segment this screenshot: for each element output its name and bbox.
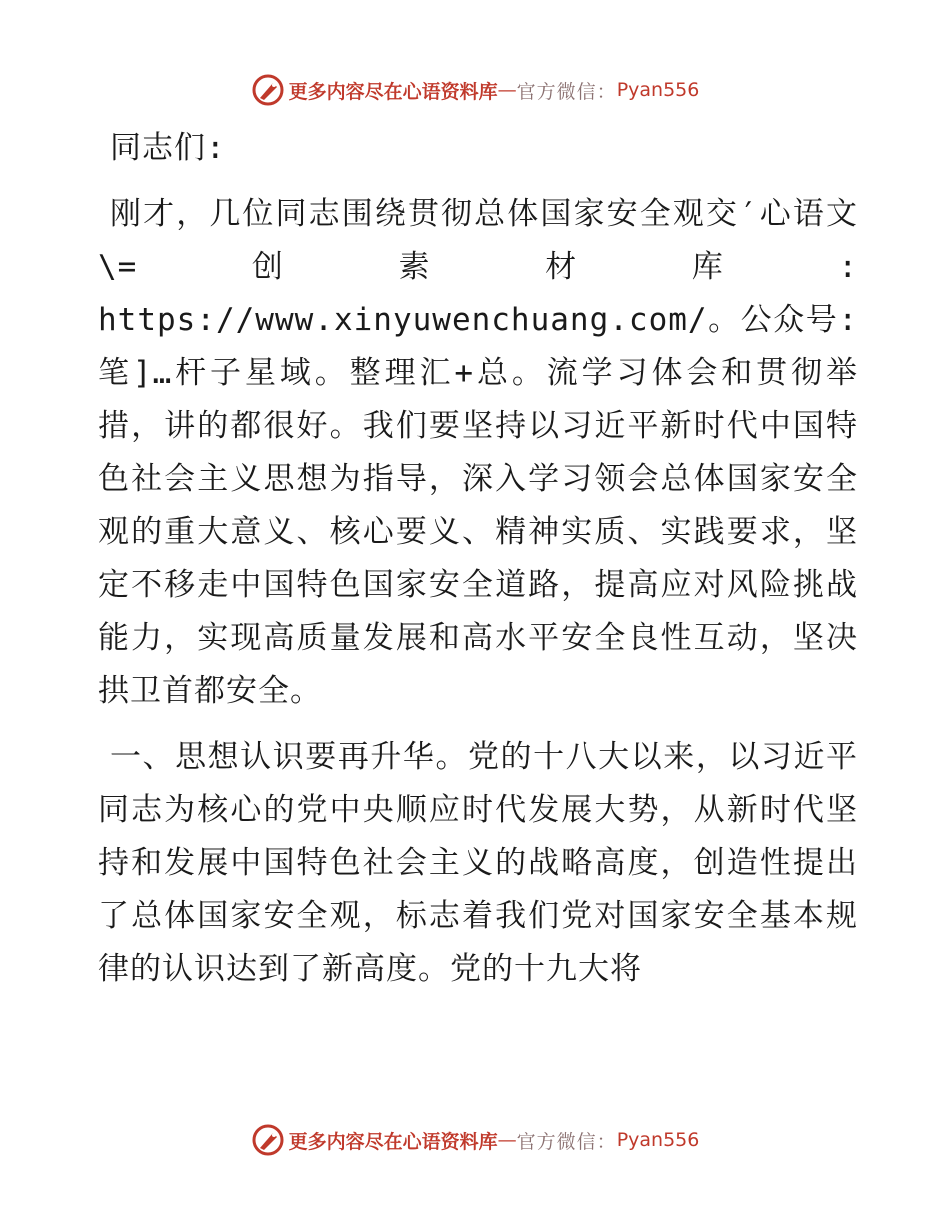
paragraph-intro: 刚才，几位同志围绕贯彻总体国家安全观交′心语文\=创素材库: https://www.xinyuwenchuang.com/。公众号: 笔]…杆子星域。整理汇+总。流学习体会和贯彻举措，讲的都很好。我们要坚持以习近平新时代中国特色社会主义思想为指导，深入学习领会总体国家安全观的重大意义、核心要义、精神实质、实践要求，坚定不移走中国特色国家安全道路，提高应对风险挑战能力，实现高质量发展和高水平安全良性互动，坚决拱卫首都安全。 (98, 196, 858, 709)
banner-wechat-id: Pyan556 (616, 79, 700, 101)
banner-brand-text: 更多内容尽在心语资料库 (288, 1130, 498, 1153)
header-watermark-banner (0, 70, 950, 110)
banner-dash: — (497, 1129, 517, 1151)
pen-nib-logo-icon (251, 1123, 285, 1157)
banner-official-label: 官方微信： (516, 1130, 617, 1153)
pen-nib-logo-icon (251, 73, 285, 107)
banner-wechat-id: Pyan556 (616, 1129, 700, 1151)
banner-brand-text: 更多内容尽在心语资料库 (288, 80, 498, 103)
paragraph-section-one: 一、思想认识要再升华。党的十八大以来，以习近平同志为核心的党中央顺应时代发展大势，从新时代坚持和发展中国特色社会主义的战略高度，创造性提出了总体国家安全观，标志着我们党对国家安全基本规律的认识达到了新高度。党的十九大将 (98, 739, 858, 987)
banner-dash: — (497, 79, 517, 101)
banner-official-label: 官方微信： (516, 80, 617, 103)
document-body (98, 122, 858, 1009)
salutation: 同志们: (110, 130, 226, 166)
footer-watermark-banner (0, 1120, 950, 1160)
